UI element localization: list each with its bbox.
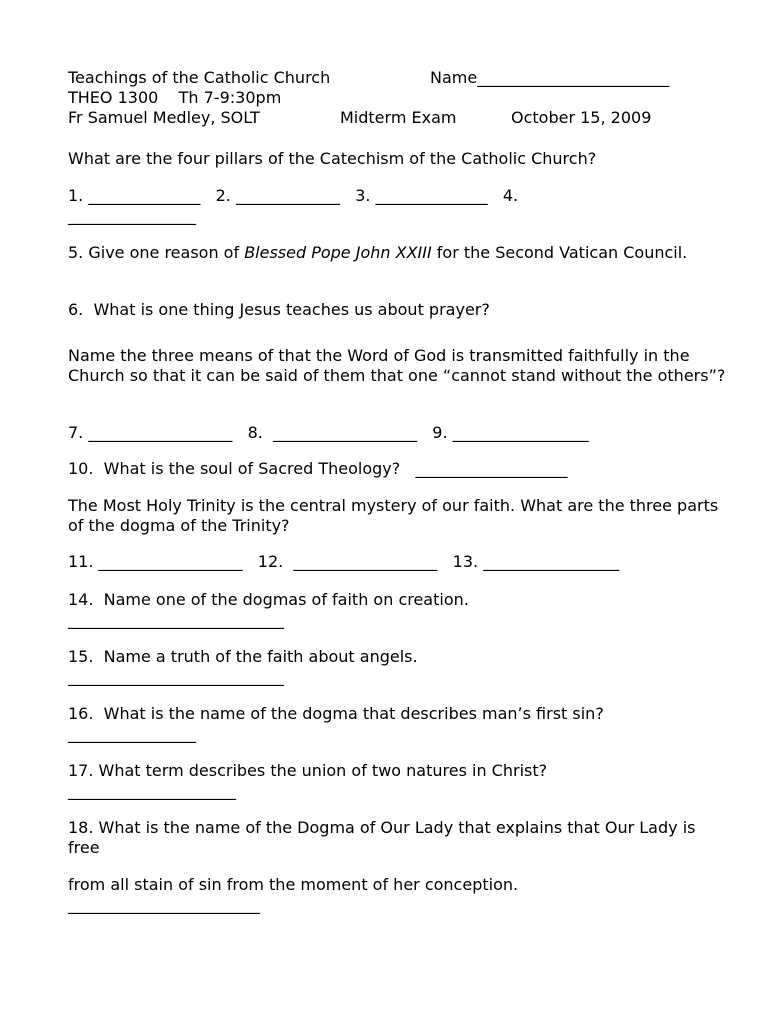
question-18: 18. What is the name of the Dogma of Our Lady that explains that Our Lady is free: [68, 818, 696, 857]
question-15: 15. Name a truth of the faith about angels.: [68, 647, 418, 666]
question-6: 6. What is one thing Jesus teaches us about prayer?: [68, 300, 490, 319]
question-word-of-god: Name the three means of that the Word of God is transmitted faithfully in the Church so that it can be said of them that one “cannot stand without the others”?: [68, 346, 726, 385]
answer-blank-15: ___________________________: [68, 667, 284, 686]
answer-blanks-1-4: 1. ______________ 2. _____________ 3. ______________ 4.: [68, 186, 519, 205]
question-14: 14. Name one of the dogmas of faith on creation.: [68, 590, 469, 609]
question-17: 17. What term describes the union of two natures in Christ?: [68, 761, 548, 780]
course-title: Teachings of the Catholic Church: [68, 68, 331, 87]
student-name-field: Name________________________: [430, 68, 670, 87]
question-5-text-end: for the Second Vatican Council.: [431, 243, 688, 262]
question-10: 10. What is the soul of Sacred Theology? ___________________: [68, 459, 568, 478]
answer-blank-4: ________________: [68, 206, 196, 225]
answer-blank-16: ________________: [68, 724, 196, 743]
question-four-pillars: What are the four pillars of the Catechism of the Catholic Church?: [68, 149, 597, 168]
answer-blank-17: _____________________: [68, 781, 236, 800]
question-5-italic-name: Blessed Pope John XXIII: [244, 243, 432, 262]
question-5: [68, 243, 728, 263]
course-code: THEO 1300 Th 7-9:30pm: [68, 88, 282, 107]
exam-date: October 15, 2009: [511, 108, 652, 127]
question-18-continued: from all stain of sin from the moment of her conception.: [68, 875, 519, 894]
question-16: 16. What is the name of the dogma that describes man’s first sin?: [68, 704, 604, 723]
answer-blanks-7-9: 7. __________________ 8. __________________ 9. _________________: [68, 423, 589, 442]
exam-type: Midterm Exam: [340, 108, 457, 127]
answer-blanks-11-13: 11. __________________ 12. __________________ 13. _________________: [68, 552, 620, 571]
instructor-name: Fr Samuel Medley, SOLT: [68, 108, 260, 127]
answer-blank-18: ________________________: [68, 895, 260, 914]
question-5-text-start: 5. Give one reason of: [68, 243, 245, 262]
question-trinity: The Most Holy Trinity is the central mystery of our faith. What are the three parts of the dogma of the Trinity?: [68, 496, 719, 535]
answer-blank-14: ___________________________: [68, 610, 284, 629]
